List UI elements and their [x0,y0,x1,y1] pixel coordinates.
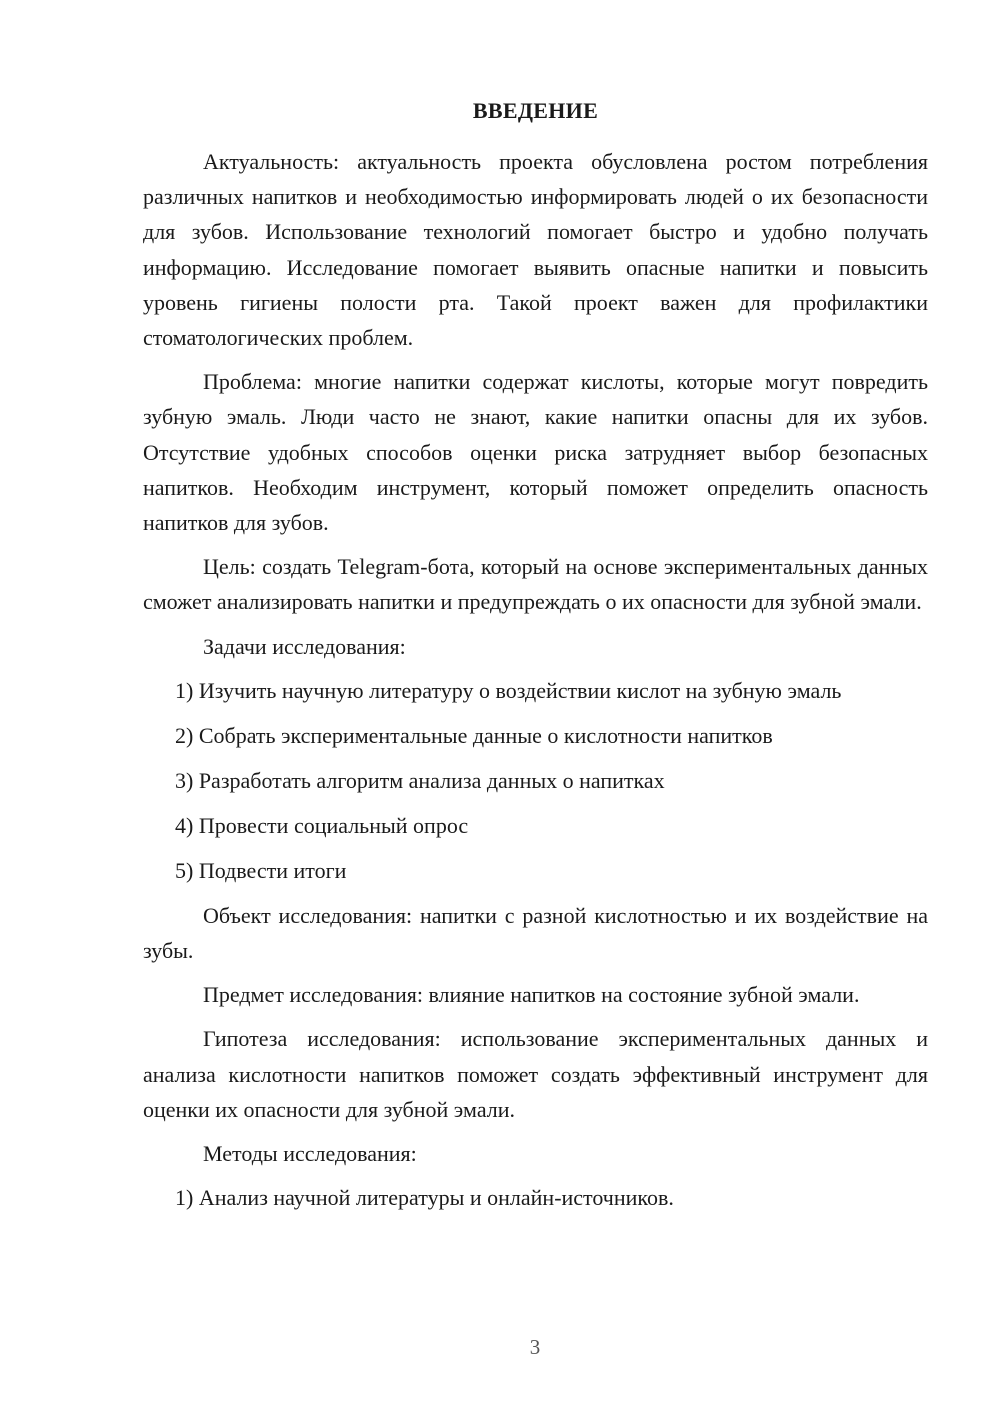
paragraph-goal: Цель: создать Telegram-бота, который на основе экспериментальных данных сможет анализировать напитки и предупреждать о их опасности для зубной эмали. [143,554,928,615]
paragraph-subject: Предмет исследования: влияние напитков на состояние зубной эмали. [203,982,860,1008]
methods-list [143,1180,928,1216]
list-item: 5) Подвести итоги [175,857,347,883]
page-title: ВВЕДЕНИЕ [472,98,599,123]
tasks-list [143,673,928,889]
list-item: 3) Разработать алгоритм анализа данных о напитках [175,767,665,793]
tasks-heading: Задачи исследования: [203,633,406,659]
paragraph-relevance: Актуальность: актуальность проекта обусловлена ростом потребления различных напитков и необходимостью информировать людей о их безопасности для зубов. Использование технологий помогает быстро и удобно получать информацию. Исследование помогает выявить опасные напитки и повысить уровень гигиены полости рта. Такой проект важен для профилактики стоматологических проблем. [143,149,928,351]
page-content [143,96,928,1225]
paragraph-object: Объект исследования: напитки с разной кислотностью и их воздействие на зубы. [143,902,928,964]
list-item: 1) Изучить научную литературу о воздействии кислот на зубную эмаль [175,677,842,703]
page-number: 3 [529,1335,541,1359]
list-item: 2) Собрать экспериментальные данные о кислотности напитков [175,722,773,748]
methods-heading: Методы исследования: [203,1141,417,1167]
paragraph-hypothesis: Гипотеза исследования: использование экспериментальных данных и анализа кислотности напитков поможет создать эффективный инструмент для оценки их опасности для зубной эмали. [143,1026,928,1122]
list-item: 1) Анализ научной литературы и онлайн-источников. [175,1185,674,1211]
paragraph-problem: Проблема: многие напитки содержат кислоты, которые могут повредить зубную эмаль. Люди часто не знают, какие напитки опасны для их зубов. Отсутствие удобных способов оценки риска затрудняет выбор безопасных напитков. Необходим инструмент, который поможет определить опасность напитков для зубов. [143,369,928,536]
list-item: 4) Провести социальный опрос [175,812,469,838]
